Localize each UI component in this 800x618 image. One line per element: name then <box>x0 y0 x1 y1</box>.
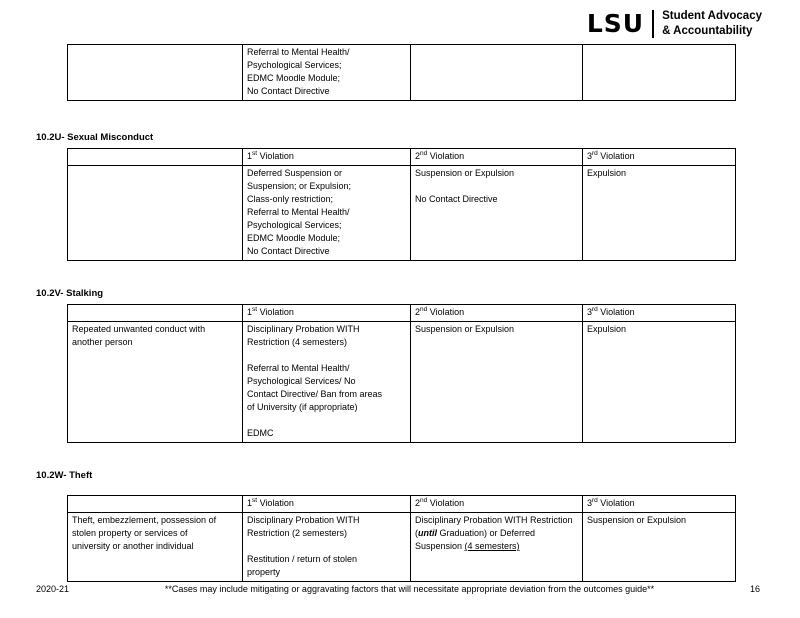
table-row <box>68 166 736 261</box>
description-cell: Theft, embezzlement, possession of stolen property or services of university or another individual <box>68 513 243 582</box>
sexual-misconduct-table <box>67 148 736 261</box>
page-footer <box>36 583 760 595</box>
third-violation-cell: Expulsion <box>583 166 736 261</box>
lsu-logo: LSU <box>586 9 645 39</box>
page-header <box>587 9 762 39</box>
org-name-line1: Student Advocacy <box>662 10 762 22</box>
header-cell-third-violation: 3rd Violation <box>583 305 736 322</box>
first-violation-cell: Disciplinary Probation WITH Restriction (4 semesters) Referral to Mental Health/ Psychological Services/ No Contact Directive/ Ban from areas of University (if appropriate) EDMC <box>243 322 411 443</box>
header-cell-first-violation: 1st Violation <box>243 149 411 166</box>
logo-divider <box>652 10 654 38</box>
header-cell-second-violation: 2nd Violation <box>411 149 583 166</box>
second-violation-cell-empty <box>411 45 583 101</box>
description-cell: Repeated unwanted conduct with another person <box>68 322 243 443</box>
page-number: 16 <box>749 584 760 594</box>
footer-note: **Cases may include mitigating or aggravating factors that will necessitate appropriate deviation from the outcomes guide** <box>164 584 655 594</box>
first-violation-cell: Deferred Suspension or Suspension; or Expulsion; Class-only restriction; Referral to Mental Health/ Psychological Services; EDMC Moodle Module; No Contact Directive <box>243 166 411 261</box>
header-cell-empty <box>68 496 243 513</box>
underlined-text: (4 semesters) <box>464 541 520 551</box>
header-cell-empty <box>68 305 243 322</box>
first-violation-cell: Referral to Mental Health/ Psychological Services; EDMC Moodle Module; No Contact Directive <box>243 45 411 101</box>
table-row <box>68 322 736 443</box>
emphasized-text: until <box>418 528 437 538</box>
table-header-row <box>68 305 736 322</box>
stalking-table <box>67 304 736 443</box>
page-content <box>0 44 800 582</box>
second-violation-cell: Suspension or Expulsion No Contact Directive <box>411 166 583 261</box>
theft-table <box>67 495 736 582</box>
table-header-row <box>68 149 736 166</box>
header-cell-first-violation: 1st Violation <box>243 496 411 513</box>
third-violation-cell: Suspension or Expulsion <box>583 513 736 582</box>
first-violation-cell: Disciplinary Probation WITH Restriction (2 semesters) Restitution / return of stolen property <box>243 513 411 582</box>
footer-year: 2020-21 <box>36 584 70 594</box>
org-name-line2: & Accountability <box>662 24 753 37</box>
second-violation-cell: Suspension or Expulsion <box>411 322 583 443</box>
header-cell-first-violation: 1st Violation <box>243 305 411 322</box>
table-header-row <box>68 496 736 513</box>
third-violation-cell: Expulsion <box>583 322 736 443</box>
section-heading-theft: 10.2W- Theft <box>36 470 93 481</box>
org-name <box>662 9 762 39</box>
third-violation-cell-empty <box>583 45 736 101</box>
description-cell-empty <box>68 45 243 101</box>
description-cell-empty <box>68 166 243 261</box>
table-row <box>68 45 736 101</box>
second-violation-cell: Disciplinary Probation WITH Restriction (until Graduation) or Deferred Suspension (4 semesters) <box>411 513 583 582</box>
header-cell-third-violation: 3rd Violation <box>583 149 736 166</box>
continuation-table <box>67 44 736 101</box>
section-heading-stalking: 10.2V- Stalking <box>36 288 104 299</box>
header-cell-second-violation: 2nd Violation <box>411 496 583 513</box>
header-cell-third-violation: 3rd Violation <box>583 496 736 513</box>
section-heading-sexual-misconduct: 10.2U- Sexual Misconduct <box>36 132 154 143</box>
header-cell-empty <box>68 149 243 166</box>
table-row <box>68 513 736 582</box>
header-cell-second-violation: 2nd Violation <box>411 305 583 322</box>
